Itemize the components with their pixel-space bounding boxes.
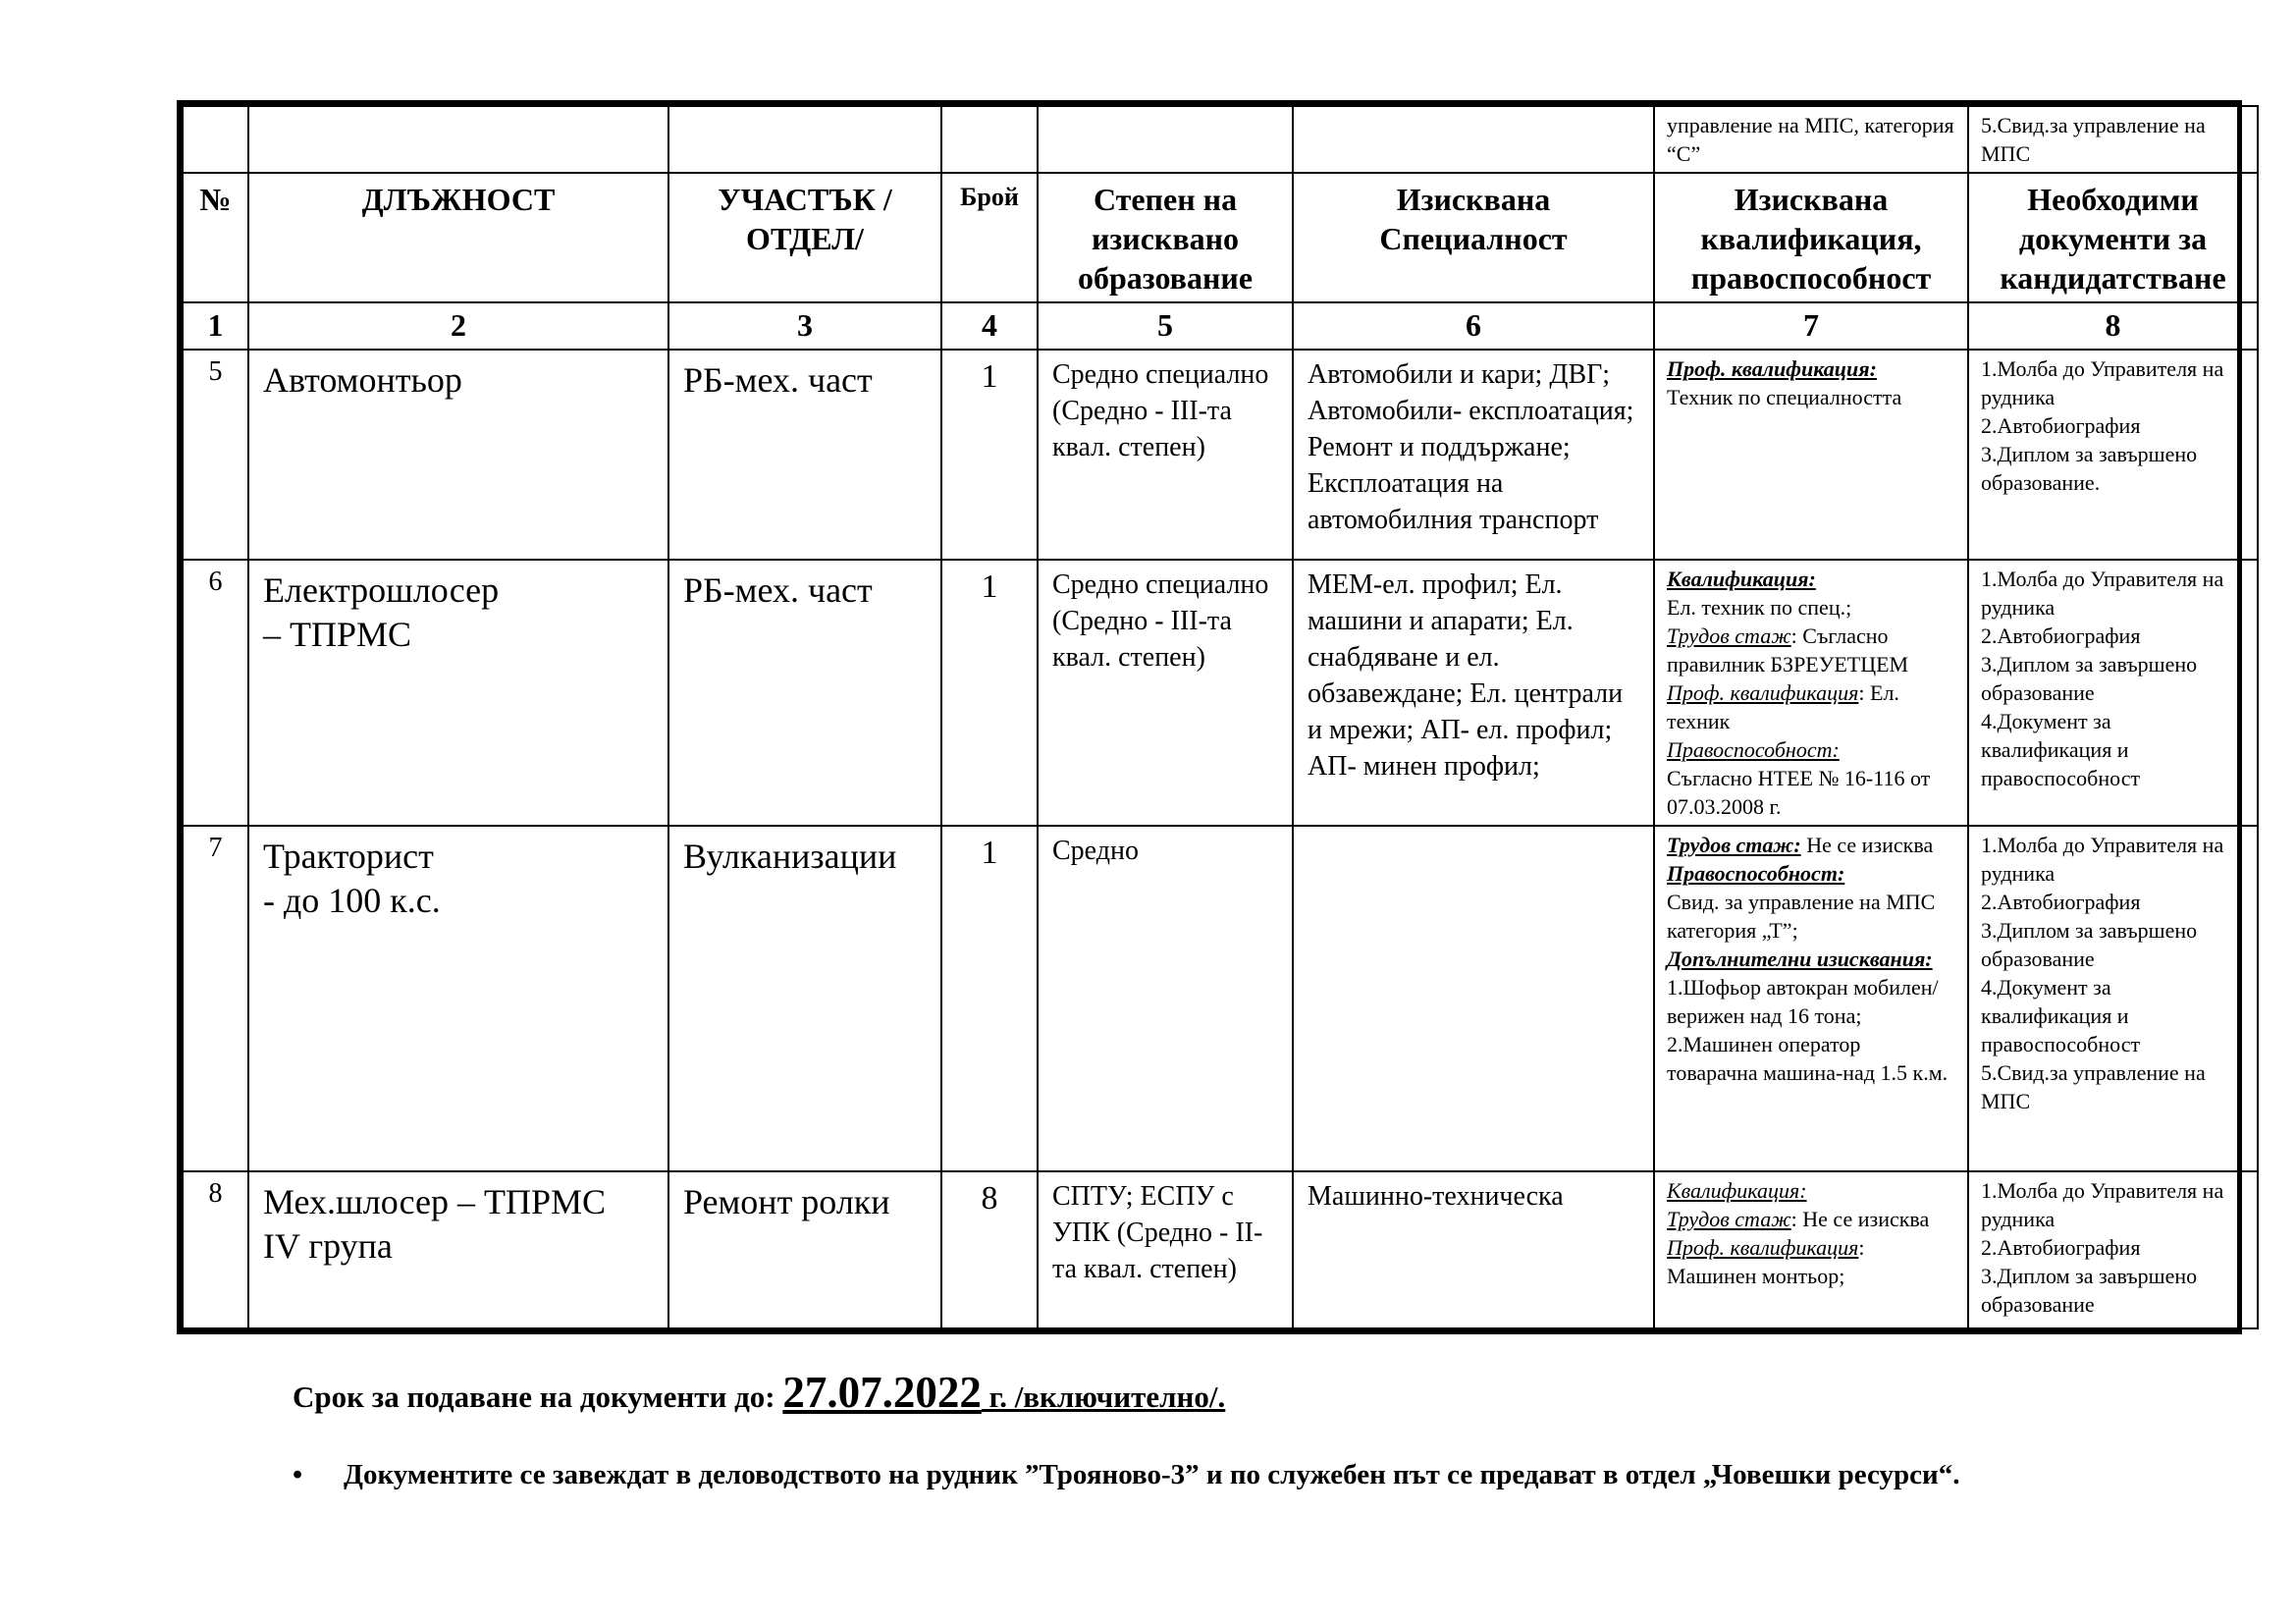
position-cell [248,826,668,1171]
specialty-cell: МЕМ-ел. профил; Ел. машини и апарати; Ел. снабдяване и ел. обзавеждане; Ел. централи и мрежи; АП- ел. профил; АП- минен профил; [1293,560,1654,826]
specialty-cell: Машинно-техническа [1293,1171,1654,1328]
qualification-line [1667,859,1955,888]
qualification-text: : Ел. техник [1667,680,1899,733]
education-cell: Средно [1038,826,1293,1171]
header-position: ДЛЪЖНОСТ [248,173,668,302]
qualification-label: Трудов стаж: [1667,833,1801,857]
qualification-text: Машинен монтьор; [1667,1264,1845,1288]
column-number: 2 [248,302,668,350]
document-item: 2.Автобиография [1981,413,2141,438]
header-documents: Необходими документи за кандидатстване [1968,173,2258,302]
carryover-qualification: управление на МПС, категория “С” [1654,106,1968,173]
position-line: – ТПРМС [263,615,412,654]
qualification-label: Проф. квалификация [1667,1235,1859,1260]
qualification-line [1667,565,1955,593]
table-body [183,350,2258,1328]
qualification-label: Квалификация: [1667,1178,1807,1203]
document-item: 1.Молба до Управителя на рудника [1981,567,2224,620]
row-number: 5 [183,350,248,560]
column-number: 3 [668,302,941,350]
position-cell [248,350,668,560]
document-item: 2.Автобиография [1981,623,2141,648]
carryover-documents: 5.Свид.за управление на МПС [1968,106,2258,173]
qualification-text: Съгласно НТЕЕ № 16-116 от 07.03.2008 г. [1667,766,1931,819]
qualification-label: Проф. квалификация: [1667,356,1877,381]
header-no: № [183,173,248,302]
row-number: 7 [183,826,248,1171]
deadline-line [293,1367,1225,1418]
document-item: 2.Автобиография [1981,890,2141,914]
department-cell: Вулканизации [668,826,941,1171]
position-line: Електрошлосер [263,570,500,610]
department-cell: РБ-мех. част [668,350,941,560]
qualification-text: Свид. за управление на МПС категория „Т”; [1667,890,1936,943]
column-number: 8 [1968,302,2258,350]
deadline-suffix: г. /включително/. [981,1380,1226,1414]
qualification-line [1667,831,1955,859]
column-number: 7 [1654,302,1968,350]
header-specialty: Изисквана Специалност [1293,173,1654,302]
position-line: Тракторист [263,837,434,876]
carryover-row [183,106,2258,173]
specialty-cell [1293,826,1654,1171]
qualification-line [1667,945,1955,973]
qualification-line [1667,1233,1955,1262]
education-cell: Средно специално (Средно - III-та квал. степен) [1038,350,1293,560]
row-number: 6 [183,560,248,826]
header-row [183,173,2258,302]
document-item: 3.Диплом за завършено образование [1981,1264,2198,1317]
document-item: 4.Документ за квалификация и правоспособност [1981,975,2141,1056]
position-line: Автомонтьор [263,360,462,400]
column-number: 4 [941,302,1038,350]
position-cell [248,1171,668,1328]
document-item: 3.Диплом за завършено образование. [1981,442,2198,495]
qualification-text: : Съгласно правилник БЗРЕУЕТЦЕМ [1667,623,1909,677]
documents-cell [1968,1171,2258,1328]
bullet-icon: • [293,1459,303,1490]
table-row [183,560,2258,826]
document-item: 3.Диплом за завършено образование [1981,652,2198,705]
deadline-prefix: Срок за подаване на документи до: [293,1380,783,1414]
document-item: 2.Автобиография [1981,1235,2141,1260]
qualification-line [1667,593,1955,622]
qualification-cell [1654,560,1968,826]
column-number: 1 [183,302,248,350]
count-cell: 8 [941,1171,1038,1328]
row-number: 8 [183,1171,248,1328]
qualification-cell [1654,826,1968,1171]
header-count: Брой [941,173,1038,302]
qualification-text: Не се изисква [1800,833,1934,857]
education-cell: Средно специално (Средно - III-та квал. степен) [1038,560,1293,826]
qualification-line [1667,678,1955,735]
qualification-label: Правоспособност: [1667,737,1840,762]
education-cell: СПТУ; ЕСПУ с УПК (Средно - II-та квал. степен) [1038,1171,1293,1328]
deadline-date: 27.07.2022 [782,1368,982,1417]
column-number: 5 [1038,302,1293,350]
document-item: 1.Молба до Управителя на рудника [1981,356,2224,409]
qualification-line [1667,1205,1955,1233]
qualification-cell [1654,1171,1968,1328]
specialty-cell: Автомобили и кари; ДВГ; Автомобили- експлоатация; Ремонт и поддържане; Експлоатация на автомобилния транспорт [1293,350,1654,560]
count-cell: 1 [941,560,1038,826]
qualification-label: Допълнителни изисквания: [1667,947,1933,971]
qualification-line [1667,888,1955,945]
qualification-line [1667,1176,1955,1205]
note-line [293,1459,1959,1491]
count-cell: 1 [941,350,1038,560]
document-item: 4.Документ за квалификация и правоспособност [1981,709,2141,790]
documents-cell [1968,560,2258,826]
document-item: 5.Свид.за управление на МПС [1981,1060,2206,1113]
table-row [183,826,2258,1171]
documents-cell [1968,826,2258,1171]
table-row [183,350,2258,560]
count-cell: 1 [941,826,1038,1171]
qualification-line [1667,1262,1955,1290]
qualification-label: Трудов стаж [1667,1207,1791,1231]
qualification-text: Ел. техник по спец.; [1667,595,1852,620]
qualification-label: Квалификация: [1667,567,1816,591]
positions-table-frame [177,100,2242,1334]
qualification-line [1667,383,1955,411]
document-item: 1.Молба до Управителя на рудника [1981,1178,2224,1231]
qualification-line [1667,735,1955,764]
position-line: Мех.шлосер – ТПРМС [263,1182,607,1221]
column-number-row [183,302,2258,350]
header-education: Степен на изисквано образование [1038,173,1293,302]
document-item: 3.Диплом за завършено образование [1981,918,2198,971]
qualification-line [1667,973,1955,1087]
documents-cell [1968,350,2258,560]
column-number: 6 [1293,302,1654,350]
qualification-text: Техник по специалността [1667,385,1902,409]
department-cell: РБ-мех. част [668,560,941,826]
qualification-line [1667,622,1955,678]
department-cell: Ремонт ролки [668,1171,941,1328]
qualification-text: : Не се изисква [1790,1207,1930,1231]
header-qualification: Изисквана квалификация, правоспособност [1654,173,1968,302]
qualification-label: Трудов стаж [1667,623,1791,648]
qualification-text: : [1858,1235,1865,1260]
qualification-label: Проф. квалификация [1667,680,1859,705]
qualification-label: Правоспособност: [1667,861,1845,886]
document-item: 1.Молба до Управителя на рудника [1981,833,2224,886]
positions-table [182,105,2259,1329]
qualification-line [1667,354,1955,383]
qualification-text: 1.Шофьор автокран мобилен/верижен над 16 тона; 2.Машинен оператор товарачна машина-над 1.5 к.м. [1667,975,1949,1085]
qualification-line [1667,764,1955,821]
qualification-cell [1654,350,1968,560]
note-text: Документите се завеждат в деловодството на рудник ”Трояново-3” и по служебен път се предават в отдел „Човешки ресурси“. [344,1459,1960,1490]
table-row [183,1171,2258,1328]
position-cell [248,560,668,826]
position-line: IV група [263,1226,393,1266]
header-department: УЧАСТЪК /ОТДЕЛ/ [668,173,941,302]
position-line: - до 100 к.с. [263,881,441,920]
